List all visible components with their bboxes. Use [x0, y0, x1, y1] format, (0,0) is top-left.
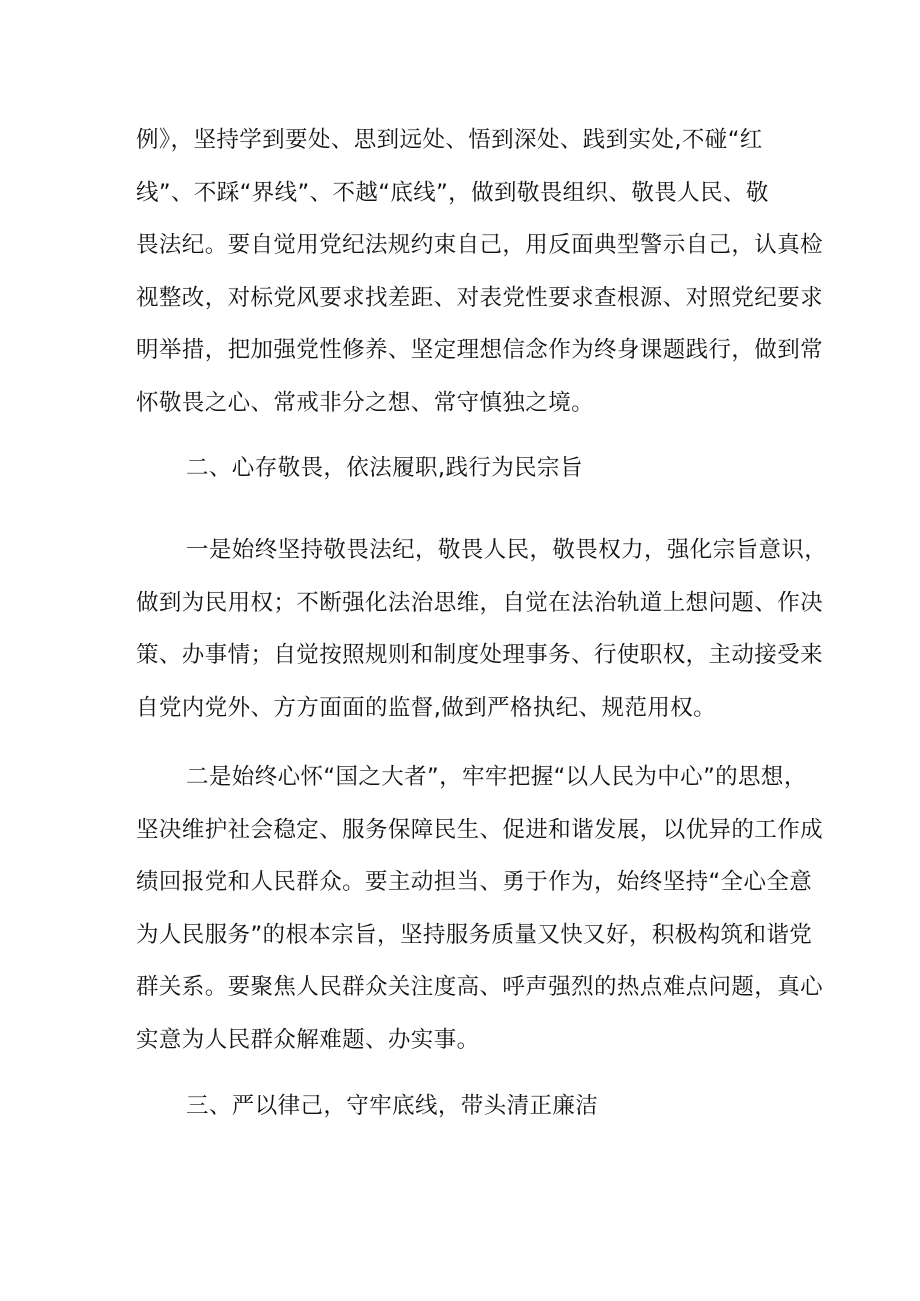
text-line: 做到为民用权；不断强化法治思维，自觉在法治轨道上想问题、作决 [136, 589, 824, 616]
paragraph-continuation [136, 114, 824, 429]
section-heading-2 [186, 442, 846, 495]
text-line: 明举措，把加强党性修养、坚定理想信念作为终身课题践行，做到常 [136, 337, 824, 363]
heading-text: 三、严以律己，守牢底线，带头清正廉洁 [186, 1093, 599, 1119]
text-line: 为人民服务”的根本宗旨，坚持服务质量又快又好，积极构筑和谐党 [136, 921, 813, 948]
paragraph-1 [136, 524, 828, 734]
text-line: 视整改，对标党风要求找差距、对表党性要求查根源、对照党纪要求 [136, 284, 824, 311]
text-line: 策、办事情；自觉按照规则和制度处理事务、行使职权，主动接受来 [136, 642, 824, 668]
text-line: 线”、不踩“界线”、不越“底线”，做到敬畏组织、敬畏人民、敬 [136, 179, 769, 206]
text-line: 二是始终心怀“国之大者”，牢牢把握“以人民为中心”的思想， [186, 764, 807, 790]
text-line: 实意为人民群众解难题、办实事。 [136, 1026, 480, 1053]
text-line: 怀敬畏之心、常戒非分之想、常守慎独之境。 [136, 389, 595, 416]
text-line: 例》，坚持学到要处、思到远处、悟到深处、践到实处,不碰“红 [136, 127, 763, 153]
text-line: 自党内党外、方方面面的监督,做到严格执纪、规范用权。 [136, 694, 717, 721]
text-line: 坚决维护社会稳定、服务保障民生、促进和谐发展，以优异的工作成 [136, 816, 824, 843]
text-line: 畏法纪。要自觉用党纪法规约束自己，用反面典型警示自己，认真检 [136, 232, 824, 258]
section-heading-3 [186, 1080, 846, 1133]
heading-text: 二、心存敬畏，依法履职,践行为民宗旨 [186, 455, 583, 481]
text-line: 绩回报党和人民群众。要主动担当、勇于作为，始终坚持“全心全意 [136, 869, 813, 895]
paragraph-2 [136, 751, 824, 1066]
text-line: 群关系。要聚焦人民群众关注度高、呼声强烈的热点难点问题，真心 [136, 974, 824, 1000]
text-line: 一是始终坚持敬畏法纪，敬畏人民，敬畏权力，强化宗旨意识， [186, 537, 828, 563]
